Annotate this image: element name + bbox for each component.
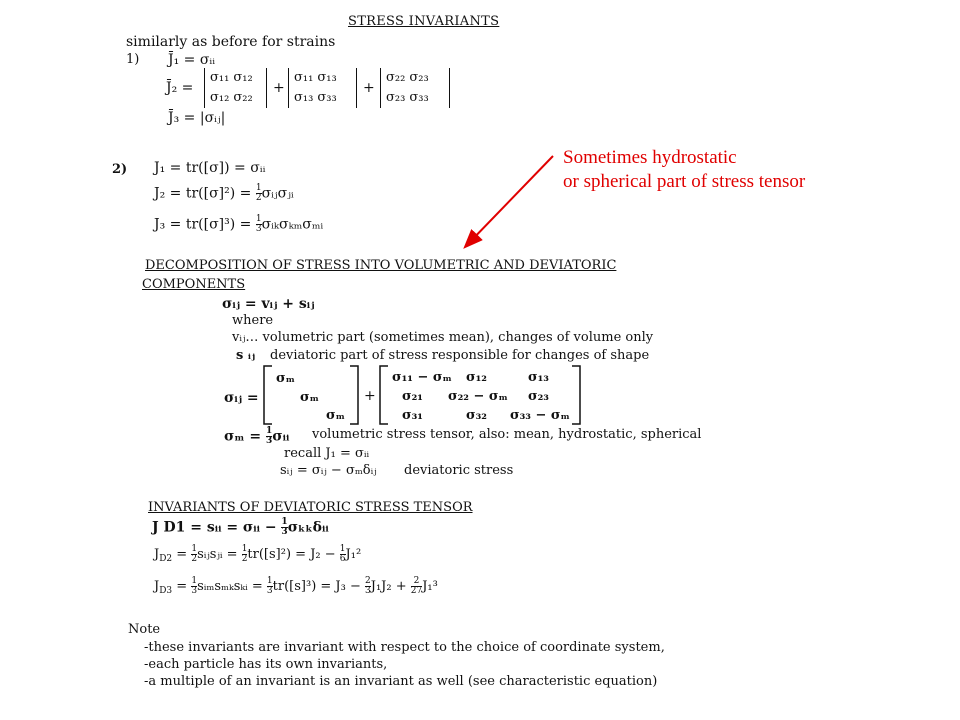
- det1-row1: σ₁₁ σ₁₂: [210, 70, 253, 85]
- sigma-m-lhs: σₘ =: [224, 428, 266, 445]
- jd2-j1sq: J₁²: [345, 547, 362, 562]
- jd1-lhs: J D1 = sᵢᵢ = σᵢᵢ −: [152, 519, 282, 536]
- section1-number: 1): [126, 52, 140, 67]
- section1-j3: J̄₃ = |σᵢⱼ|: [168, 110, 226, 126]
- decomp-heading-2: COMPONENTS: [142, 277, 246, 292]
- page-title: STRESS INVARIANTS: [348, 14, 500, 29]
- fraction-third: $\frac{1}{3}$: [255, 214, 262, 234]
- jd2-equation: [154, 545, 361, 564]
- fraction-third: $\frac{1}{3}$: [281, 517, 288, 537]
- jd3-eq: =: [172, 579, 192, 594]
- sij-description: deviatoric stress: [404, 463, 514, 478]
- note-line-2: -each particle has its own invariants,: [144, 657, 388, 672]
- dev-matrix-12: σ₁₂: [466, 370, 487, 385]
- plus-2: +: [363, 80, 375, 96]
- fraction-half: $\frac{1}{2}$: [255, 183, 262, 203]
- volumetric-definition: vᵢⱼ… volumetric part (sometimes mean), changes of volume only: [232, 330, 654, 345]
- vol-matrix-22: σₘ: [300, 390, 320, 405]
- fraction-third: $\frac{1}{3}$: [266, 426, 273, 446]
- sigma-m-rhs: σᵢᵢ: [272, 428, 290, 445]
- deviatoric-definition: deviatoric part of stress responsible for changes of shape: [270, 348, 650, 363]
- fraction-half: $\frac{1}{2}$: [241, 544, 248, 564]
- dev-matrix-23: σ₂₃: [528, 389, 549, 404]
- jd1-rhs: σₖₖδᵢᵢ: [287, 519, 329, 536]
- dev-matrix-32: σ₃₂: [466, 408, 487, 423]
- jd3-product: sᵢₘsₘₖsₖᵢ =: [197, 579, 267, 594]
- section2-j1: J₁ = tr([σ]) = σᵢᵢ: [154, 160, 266, 176]
- plus-1: +: [273, 80, 285, 96]
- dev-matrix-13: σ₁₃: [528, 370, 549, 385]
- fraction-third: $\frac{1}{3}$: [266, 576, 273, 596]
- sigma-m-description: volumetric stress tensor, also: mean, hydrostatic, spherical: [312, 427, 702, 442]
- fraction-sixth: $\frac{1}{6}$: [339, 544, 346, 564]
- dev-matrix-31: σ₃₁: [402, 408, 423, 423]
- section1-j2-label: J̄₂ =: [166, 80, 194, 96]
- jd3-trace: tr([s]³) = J₃ −: [272, 579, 366, 594]
- jd2-trace: tr([s]²) = J₂ −: [247, 547, 340, 562]
- where-label: where: [232, 313, 274, 328]
- det3-row2: σ₂₃ σ₃₃: [386, 90, 429, 105]
- dev-matrix-33: σ₃₃ − σₘ: [510, 408, 570, 423]
- det3-row1: σ₂₂ σ₂₃: [386, 70, 429, 85]
- vol-matrix-11: σₘ: [276, 371, 296, 386]
- annotation-line1: Sometimes hydrostatic: [563, 147, 737, 168]
- note-line-3: -a multiple of an invariant is an invariant as well (see characteristic equation): [144, 674, 658, 689]
- matrix-plus: +: [364, 388, 376, 404]
- s-symbol: s ᵢⱼ: [236, 348, 256, 363]
- jd3-sub: D3: [159, 586, 173, 596]
- det2-row1: σ₁₁ σ₁₃: [294, 70, 337, 85]
- note-line-1: -these invariants are invariant with respect to the choice of coordinate system,: [144, 640, 665, 655]
- dev-matrix-11: σ₁₁ − σₘ: [392, 370, 452, 385]
- det2-row2: σ₁₃ σ₃₃: [294, 90, 337, 105]
- dev-invariants-heading: INVARIANTS OF DEVIATORIC STRESS TENSOR: [148, 500, 473, 515]
- jd3-j1j2: J₁J₂ +: [370, 579, 411, 594]
- section2-j3-rhs: σᵢₖσₖₘσₘᵢ: [261, 216, 324, 233]
- section2-j2-rhs: σᵢⱼσⱼᵢ: [261, 185, 294, 202]
- fraction-half: $\frac{1}{2}$: [191, 544, 198, 564]
- det1-row2: σ₁₂ σ₂₂: [210, 90, 253, 105]
- jd3-j: J: [154, 579, 160, 594]
- vol-matrix-33: σₘ: [326, 408, 346, 423]
- jd2-eq: =: [172, 547, 192, 562]
- jd2-sub: D2: [159, 554, 173, 564]
- section2-j2-lhs: J₂ = tr([σ]²) =: [154, 185, 256, 202]
- sij-definition: sᵢⱼ = σᵢⱼ − σₘδᵢⱼ: [280, 463, 377, 478]
- jd2-ssji: sᵢⱼsⱼᵢ =: [197, 547, 242, 562]
- note-heading: Note: [128, 622, 161, 637]
- recall-line: recall J₁ = σᵢᵢ: [284, 446, 370, 461]
- fraction-third: $\frac{1}{3}$: [191, 576, 198, 596]
- jd3-j1cube: J₁³: [422, 579, 438, 594]
- jd3-equation: [154, 577, 438, 596]
- section1-j1: J̄₁ = σᵢᵢ: [168, 52, 216, 68]
- sigma-m-definition: [224, 427, 289, 446]
- intro-text: similarly as before for strains: [126, 34, 336, 50]
- dev-matrix-22: σ₂₂ − σₘ: [448, 389, 508, 404]
- jd2-j: J: [154, 547, 160, 562]
- annotation-line2: or spherical part of stress tensor: [563, 171, 806, 192]
- section2-number: 2): [112, 162, 128, 177]
- dev-matrix-21: σ₂₁: [402, 389, 423, 404]
- fraction-two-thirds: $\frac{2}{3}$: [365, 576, 371, 596]
- matrix-lhs: σᵢⱼ =: [224, 390, 259, 406]
- decomp-equation: σᵢⱼ = vᵢⱼ + sᵢⱼ: [222, 296, 315, 312]
- decomp-heading: DECOMPOSITION OF STRESS INTO VOLUMETRIC AND DEVIATORIC: [145, 258, 617, 273]
- fraction-two-27ths: $\frac{2}{27}$: [410, 576, 423, 596]
- section2-j3-lhs: J₃ = tr([σ]³) =: [154, 216, 256, 233]
- jd1-equation: [152, 518, 329, 537]
